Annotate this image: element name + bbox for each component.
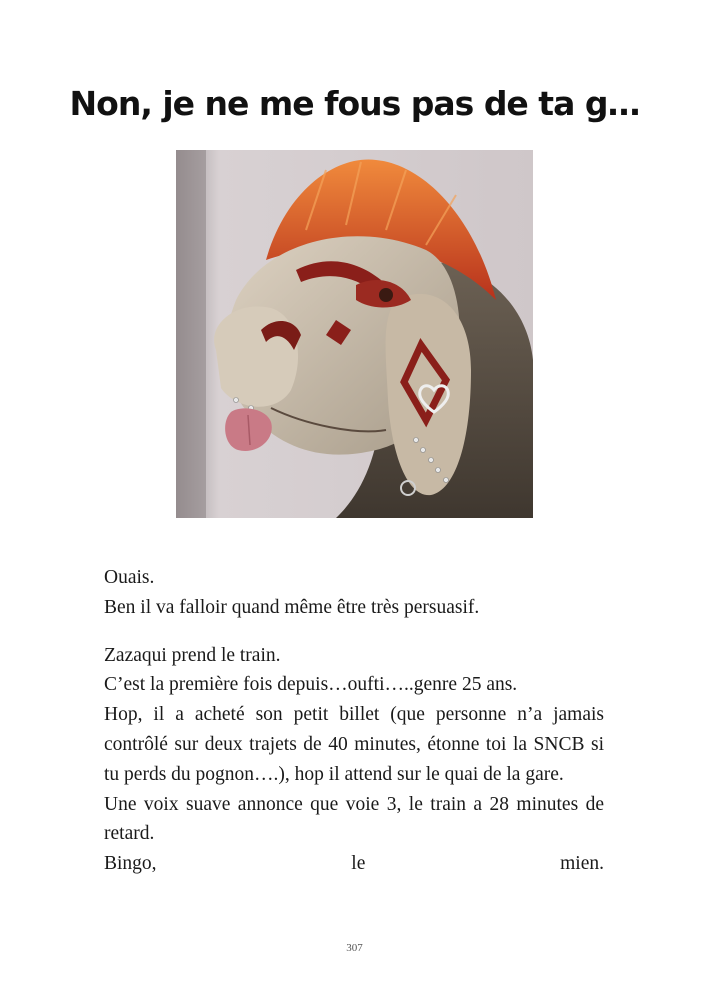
last-line — [104, 849, 604, 879]
last-line-word: Bingo, — [104, 853, 157, 875]
goat-illustration — [176, 150, 533, 518]
body-text — [104, 563, 604, 879]
paragraph-line: Ben il va falloir quand même être très persuasif. — [104, 596, 480, 618]
paragraph-line: Zazaqui prend le train. — [104, 644, 281, 666]
goat-image — [176, 150, 533, 518]
page-title: Non, je ne me fous pas de ta g… — [69, 84, 640, 123]
last-line-word: le — [351, 853, 366, 875]
paragraph-line: Hop, il a acheté son petit billet (que personne n’a jamais contrôlé sur deux trajets de 40 minutes, étonne toi la SNCB si tu perds du pognon….), hop il attend sur le quai de la gare. — [104, 704, 604, 785]
paragraph-line: Une voix suave annonce que voie 3, le train a 28 minutes de retard. — [104, 793, 604, 845]
paragraph-line: Ouais. — [104, 567, 155, 588]
last-line-word: mien. — [560, 853, 604, 875]
page-number: 307 — [346, 942, 363, 954]
paragraph-gap — [104, 623, 604, 641]
paragraph-line: C’est la première fois depuis…oufti…..genre 25 ans. — [104, 674, 518, 696]
